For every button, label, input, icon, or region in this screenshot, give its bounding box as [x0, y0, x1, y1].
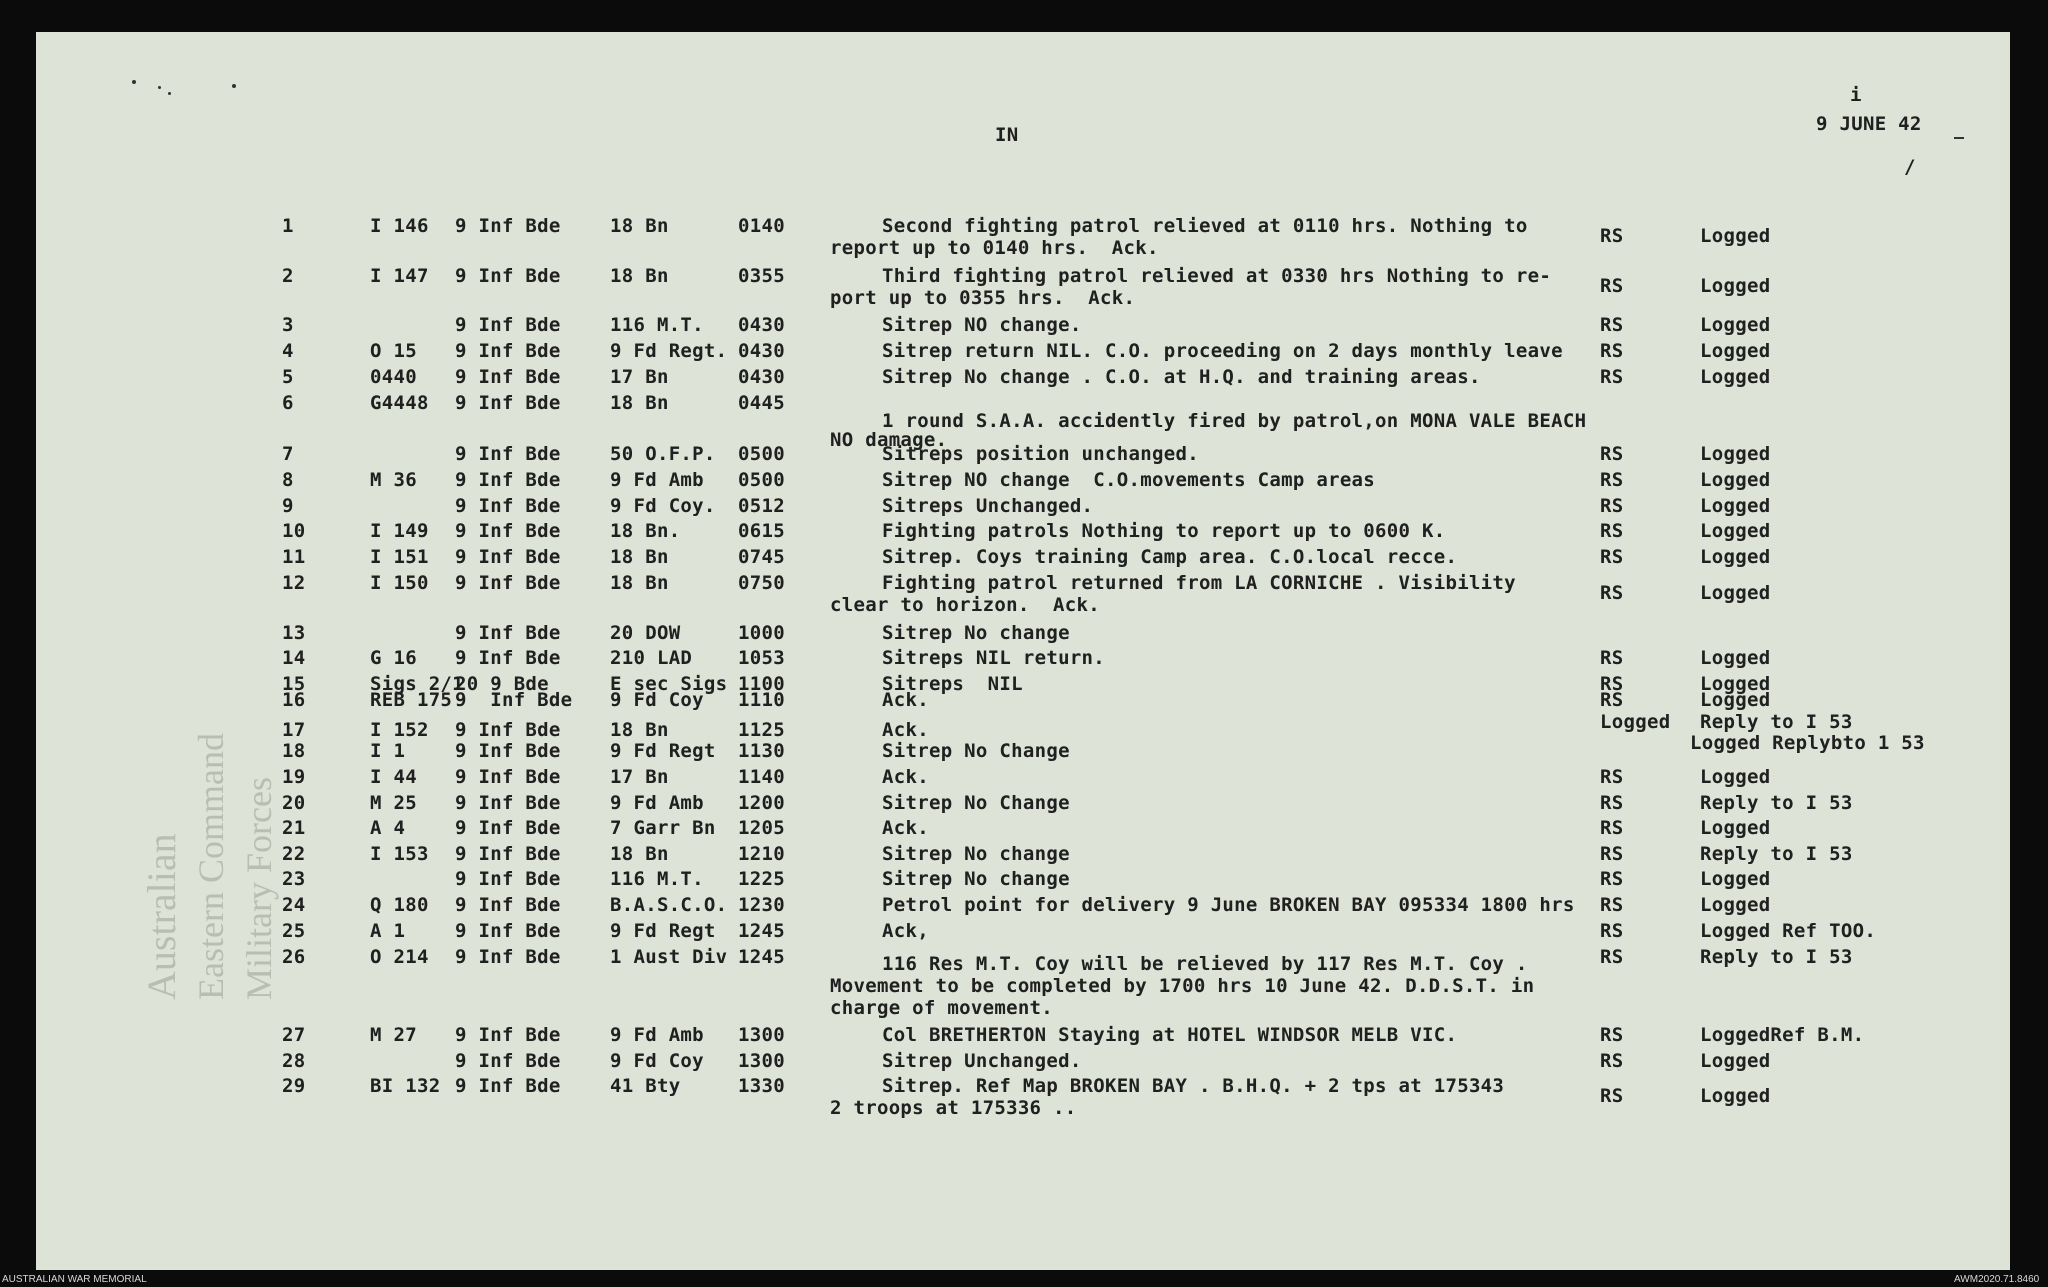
- message-text-line: Sitrep No Change: [882, 740, 1070, 762]
- action-status: Logged: [1700, 225, 1771, 247]
- message-time: 1205: [738, 817, 785, 839]
- message-to: 18 Bn: [610, 719, 669, 741]
- message-time: 1140: [738, 766, 785, 788]
- action-status: Logged: [1700, 582, 1771, 604]
- message-to: 17 Bn: [610, 366, 669, 388]
- action-status: Logged: [1700, 495, 1771, 517]
- message-text-line: Sitrep No change: [882, 843, 1070, 865]
- initials: RS: [1600, 366, 1624, 388]
- entry-number: 28: [282, 1050, 306, 1072]
- message-time: 1125: [738, 719, 785, 741]
- message-text-line: Sitrep. Ref Map BROKEN BAY . B.H.Q. + 2 tps at 175343: [882, 1075, 1505, 1097]
- initials: RS: [1600, 546, 1624, 568]
- speck: [232, 84, 236, 88]
- entry-number: 6: [282, 392, 294, 414]
- initials: RS: [1600, 920, 1624, 942]
- message-reference: M 27: [370, 1024, 417, 1046]
- entry-number: 19: [282, 766, 306, 788]
- initials: RS: [1600, 673, 1624, 695]
- message-to: 9 Fd Regt.: [610, 340, 728, 362]
- entry-number: 5: [282, 366, 294, 388]
- action-status: Logged Replybto 1 53: [1690, 732, 1925, 754]
- message-text-line: clear to horizon. Ack.: [830, 594, 1100, 616]
- message-from: 9 Inf Bde: [455, 894, 561, 916]
- message-from: 9 Inf Bde: [455, 340, 561, 362]
- message-from: 9 Inf Bde: [455, 920, 561, 942]
- entry-number: 13: [282, 622, 306, 644]
- message-reference: O 214: [370, 946, 429, 968]
- message-text-line: Ack.: [882, 719, 929, 741]
- message-text-line: Ack.: [882, 766, 929, 788]
- message-from: 9 Inf Bde: [455, 843, 561, 865]
- message-text-line: Sitrep No change: [882, 868, 1070, 890]
- entry-number: 15: [282, 673, 306, 695]
- message-from: 9 Inf Bde: [455, 719, 561, 741]
- message-to: 9 Fd Amb: [610, 792, 704, 814]
- entry-number: 17: [282, 719, 306, 741]
- message-to: 41 Bty: [610, 1075, 681, 1097]
- message-to: 9 Fd Regt: [610, 920, 716, 942]
- message-from: 9 Inf Bde: [455, 392, 561, 414]
- message-text-line: Sitrep No change . C.O. at H.Q. and training areas.: [882, 366, 1481, 388]
- message-time: 1200: [738, 792, 785, 814]
- message-reference: I 1: [370, 740, 406, 762]
- message-reference: O 15: [370, 340, 417, 362]
- message-text-line: Movement to be completed by 1700 hrs 10 June 42. D.D.S.T. in: [830, 975, 1535, 997]
- message-text-line: Second fighting patrol relieved at 0110 hrs. Nothing to: [882, 215, 1528, 237]
- message-from: 9 Inf Bde: [455, 792, 561, 814]
- message-text-line: NO damage.: [830, 429, 948, 451]
- message-to: 9 Fd Coy: [610, 689, 704, 711]
- message-text-line: Ack.: [882, 689, 929, 711]
- action-status: Logged: [1700, 314, 1771, 336]
- message-reference: A 4: [370, 817, 406, 839]
- page-date: 9 JUNE 42: [1816, 113, 1922, 135]
- message-text-line: Sitreps position unchanged.: [882, 443, 1199, 465]
- message-to: 17 Bn: [610, 766, 669, 788]
- entry-number: 29: [282, 1075, 306, 1097]
- entry-number: 20: [282, 792, 306, 814]
- message-text-line: report up to 0140 hrs. Ack.: [830, 237, 1159, 259]
- message-from: 9 Inf Bde: [455, 868, 561, 890]
- message-text-line: Sitrep Unchanged.: [882, 1050, 1082, 1072]
- entry-number: 23: [282, 868, 306, 890]
- message-time: 0615: [738, 520, 785, 542]
- message-text-line: 1 round S.A.A. accidently fired by patrol,on MONA VALE BEACH: [882, 410, 1587, 432]
- action-status: Logged: [1700, 546, 1771, 568]
- message-time: 1130: [738, 740, 785, 762]
- message-time: 1300: [738, 1050, 785, 1072]
- initials: RS: [1600, 340, 1624, 362]
- message-time: 1110: [738, 689, 785, 711]
- action-status: Logged: [1700, 689, 1771, 711]
- message-time: 1210: [738, 843, 785, 865]
- message-to: E sec Sigs: [610, 673, 728, 695]
- message-to: 116 M.T.: [610, 314, 704, 336]
- message-from: 9 Inf Bde: [455, 766, 561, 788]
- entry-number: 25: [282, 920, 306, 942]
- initials: RS: [1600, 868, 1624, 890]
- message-text-line: 116 Res M.T. Coy will be relieved by 117 Res M.T. Coy .: [882, 953, 1528, 975]
- initials: RS: [1600, 520, 1624, 542]
- message-text-line: Fighting patrols Nothing to report up to 0600 K.: [882, 520, 1446, 542]
- message-text-line: Petrol point for delivery 9 June BROKEN BAY 095334 1800 hrs: [882, 894, 1575, 916]
- entry-number: 3: [282, 314, 294, 336]
- entry-number: 26: [282, 946, 306, 968]
- stamp-line-2: Eastern Command: [191, 733, 231, 1000]
- footer-reference: AWM2020.71.8460: [1954, 1274, 2040, 1285]
- message-to: 18 Bn: [610, 392, 669, 414]
- entry-number: 10: [282, 520, 306, 542]
- initials: RS: [1600, 894, 1624, 916]
- message-time: 1000: [738, 622, 785, 644]
- initials: RS: [1600, 1085, 1624, 1107]
- initials: RS: [1600, 1050, 1624, 1072]
- speck: [168, 92, 171, 95]
- action-status: Logged: [1700, 647, 1771, 669]
- message-to: 50 O.F.P.: [610, 443, 716, 465]
- message-from: 9 Inf Bde: [455, 215, 561, 237]
- message-to: 7 Garr Bn: [610, 817, 716, 839]
- message-from: 9 Inf Bde: [455, 265, 561, 287]
- action-status: Logged: [1700, 443, 1771, 465]
- message-text-line: Fighting patrol returned from LA CORNICHE . Visibility: [882, 572, 1516, 594]
- action-status: Logged: [1700, 817, 1771, 839]
- message-text-line: charge of movement.: [830, 997, 1054, 1019]
- action-status: Logged: [1700, 1050, 1771, 1072]
- initials: RS: [1600, 843, 1624, 865]
- message-from: 9 Inf Bde: [455, 647, 561, 669]
- message-reference: A 1: [370, 920, 406, 942]
- message-from: 9 Inf Bde: [455, 366, 561, 388]
- message-from: 9 Inf Bde: [455, 1024, 561, 1046]
- initials: RS: [1600, 275, 1624, 297]
- initials: RS: [1600, 495, 1624, 517]
- entry-number: 7: [282, 443, 294, 465]
- message-time: 1300: [738, 1024, 785, 1046]
- initials: RS: [1600, 792, 1624, 814]
- entry-number: 14: [282, 647, 306, 669]
- message-from: 9 Inf Bde: [455, 469, 561, 491]
- message-time: 0430: [738, 340, 785, 362]
- message-from: 9 Inf Bde: [455, 1050, 561, 1072]
- message-reference: G 16: [370, 647, 417, 669]
- message-time: 0750: [738, 572, 785, 594]
- message-from: 9 Inf Bde: [455, 495, 561, 517]
- entry-number: 18: [282, 740, 306, 762]
- message-text-line: port up to 0355 hrs. Ack.: [830, 287, 1136, 309]
- initials: RS: [1600, 689, 1624, 711]
- message-to: 1 Aust Div: [610, 946, 728, 968]
- entry-number: 21: [282, 817, 306, 839]
- message-from: 9 Inf Bde: [455, 817, 561, 839]
- initials: RS: [1600, 1024, 1624, 1046]
- entry-number: 1: [282, 215, 294, 237]
- message-reference: I 149: [370, 520, 429, 542]
- action-status: Reply to I 53: [1700, 843, 1853, 865]
- entry-number: 16: [282, 689, 306, 711]
- message-time: 1245: [738, 946, 785, 968]
- message-text-line: Sitrep NO change.: [882, 314, 1082, 336]
- initials: RS: [1600, 469, 1624, 491]
- message-time: 1245: [738, 920, 785, 942]
- margin-dash: [1954, 137, 1964, 139]
- message-text-line: Third fighting patrol relieved at 0330 hrs Nothing to re-: [882, 265, 1552, 287]
- message-text-line: Sitreps Unchanged.: [882, 495, 1094, 517]
- initials: RS: [1600, 225, 1624, 247]
- message-to: 9 Fd Coy: [610, 1050, 704, 1072]
- message-reference: I 146: [370, 215, 429, 237]
- direction-label: IN: [995, 124, 1019, 146]
- message-from: 9 Inf Bde: [455, 546, 561, 568]
- message-reference: BI 132: [370, 1075, 441, 1097]
- speck: [158, 86, 161, 89]
- message-time: 0500: [738, 443, 785, 465]
- initials: Logged: [1600, 711, 1671, 733]
- message-text-line: Ack,: [882, 920, 929, 942]
- message-text-line: Sitrep NO change C.O.movements Camp areas: [882, 469, 1376, 491]
- message-reference: I 147: [370, 265, 429, 287]
- message-to: 18 Bn: [610, 843, 669, 865]
- action-status: Logged: [1700, 275, 1771, 297]
- message-reference: I 152: [370, 719, 429, 741]
- message-time: 0512: [738, 495, 785, 517]
- message-text-line: Sitrep. Coys training Camp area. C.O.local recce.: [882, 546, 1458, 568]
- message-from: 9 Inf Bde: [455, 1075, 561, 1097]
- initials: RS: [1600, 443, 1624, 465]
- message-from: 9 Inf Bde: [455, 520, 561, 542]
- message-reference: Sigs 2/1: [370, 673, 464, 695]
- message-text-line: Sitrep No change: [882, 622, 1070, 644]
- message-reference: M 36: [370, 469, 417, 491]
- message-from: 9 Inf Bde: [455, 740, 561, 762]
- message-reference: I 153: [370, 843, 429, 865]
- tick-mark: /: [1904, 156, 1916, 178]
- message-time: 0500: [738, 469, 785, 491]
- message-to: 18 Bn: [610, 546, 669, 568]
- message-time: 1053: [738, 647, 785, 669]
- message-time: 1225: [738, 868, 785, 890]
- message-time: 0430: [738, 366, 785, 388]
- entry-number: 11: [282, 546, 306, 568]
- entry-number: 22: [282, 843, 306, 865]
- message-reference: G4448: [370, 392, 429, 414]
- stamp-line-1: Australian: [139, 833, 184, 1000]
- action-status: Logged: [1700, 766, 1771, 788]
- action-status: Logged: [1700, 520, 1771, 542]
- initials: RS: [1600, 582, 1624, 604]
- message-to: 20 DOW: [610, 622, 681, 644]
- action-status: Reply to I 53: [1700, 711, 1853, 733]
- entry-number: 2: [282, 265, 294, 287]
- initials: RS: [1600, 817, 1624, 839]
- message-text-line: 2 troops at 175336 ..: [830, 1097, 1077, 1119]
- action-status: Logged: [1700, 340, 1771, 362]
- action-status: Reply to I 53: [1700, 946, 1853, 968]
- initials: RS: [1600, 314, 1624, 336]
- message-reference: I 151: [370, 546, 429, 568]
- message-reference: REB 175: [370, 689, 453, 711]
- action-status: Logged: [1700, 469, 1771, 491]
- message-reference: Q 180: [370, 894, 429, 916]
- entry-number: 9: [282, 495, 294, 517]
- action-status: Logged: [1700, 1085, 1771, 1107]
- message-to: 18 Bn.: [610, 520, 681, 542]
- message-from: 9 Inf Bde: [455, 689, 573, 711]
- initials: RS: [1600, 647, 1624, 669]
- message-time: 0355: [738, 265, 785, 287]
- message-time: 1100: [738, 673, 785, 695]
- message-from: 20 9 Bde: [455, 673, 549, 695]
- action-status: Logged Ref TOO.: [1700, 920, 1877, 942]
- message-text-line: Sitrep return NIL. C.O. proceeding on 2 days monthly leave: [882, 340, 1563, 362]
- message-time: 0430: [738, 314, 785, 336]
- message-to: 9 Fd Amb: [610, 469, 704, 491]
- message-to: 9 Fd Regt: [610, 740, 716, 762]
- action-status: Logged: [1700, 366, 1771, 388]
- action-status: Reply to I 53: [1700, 792, 1853, 814]
- message-reference: I 44: [370, 766, 417, 788]
- message-time: 1330: [738, 1075, 785, 1097]
- entry-number: 24: [282, 894, 306, 916]
- message-to: 210 LAD: [610, 647, 693, 669]
- message-from: 9 Inf Bde: [455, 946, 561, 968]
- message-from: 9 Inf Bde: [455, 314, 561, 336]
- entry-number: 8: [282, 469, 294, 491]
- action-status: Logged: [1700, 673, 1771, 695]
- message-text-line: Sitreps NIL return.: [882, 647, 1106, 669]
- message-to: 9 Fd Amb: [610, 1024, 704, 1046]
- initials: RS: [1600, 946, 1624, 968]
- message-reference: I 150: [370, 572, 429, 594]
- message-time: 0140: [738, 215, 785, 237]
- message-text-line: Ack.: [882, 817, 929, 839]
- message-time: 1230: [738, 894, 785, 916]
- message-to: 116 M.T.: [610, 868, 704, 890]
- footer-archive: AUSTRALIAN WAR MEMORIAL: [2, 1274, 147, 1285]
- message-from: 9 Inf Bde: [455, 443, 561, 465]
- page-number: i: [1850, 84, 1862, 106]
- action-status: Logged: [1700, 868, 1771, 890]
- initials: RS: [1600, 766, 1624, 788]
- message-reference: 0440: [370, 366, 417, 388]
- action-status: LoggedRef B.M.: [1700, 1024, 1865, 1046]
- entry-number: 27: [282, 1024, 306, 1046]
- message-to: B.A.S.C.O.: [610, 894, 728, 916]
- message-text-line: Col BRETHERTON Staying at HOTEL WINDSOR MELB VIC.: [882, 1024, 1458, 1046]
- message-text-line: Sitreps NIL: [882, 673, 1023, 695]
- entry-number: 4: [282, 340, 294, 362]
- message-to: 18 Bn: [610, 572, 669, 594]
- action-status: Logged: [1700, 894, 1771, 916]
- message-to: 18 Bn: [610, 265, 669, 287]
- message-time: 0445: [738, 392, 785, 414]
- entry-number: 12: [282, 572, 306, 594]
- message-to: 9 Fd Coy.: [610, 495, 716, 517]
- message-from: 9 Inf Bde: [455, 622, 561, 644]
- stamp-line-3: Military Forces: [239, 777, 279, 1000]
- message-reference: M 25: [370, 792, 417, 814]
- message-from: 9 Inf Bde: [455, 572, 561, 594]
- message-to: 18 Bn: [610, 215, 669, 237]
- message-text-line: Sitrep No Change: [882, 792, 1070, 814]
- speck: [132, 80, 136, 84]
- message-time: 0745: [738, 546, 785, 568]
